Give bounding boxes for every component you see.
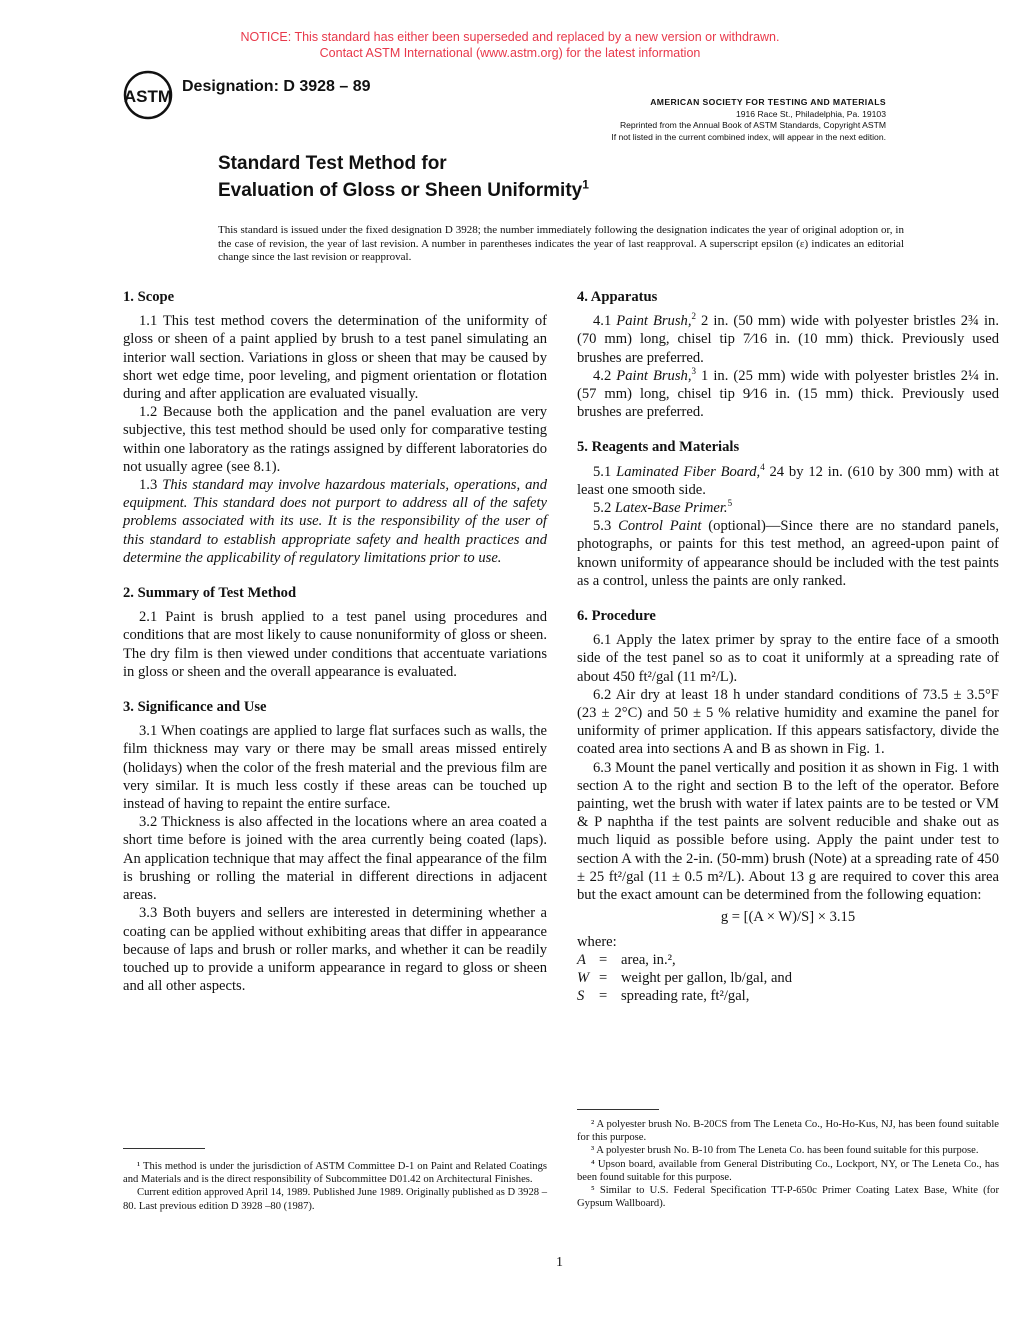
paragraph-number: 5.3 xyxy=(593,518,619,535)
variable-definitions xyxy=(577,951,999,1006)
variable-equals: = xyxy=(599,988,608,1005)
paragraph-text: 2 in. (50 mm) wide with polyester bristles 2¾ in. (70 mm) long, chisel tip 7⁄16 in. (10 mm) thick. Previously used brushes are preferred. xyxy=(577,313,999,366)
reprint-note-1: Reprinted from the Annual Book of ASTM Standards, Copyright ASTM xyxy=(619,120,886,130)
variable-definition: spreading rate, ft²/gal, xyxy=(621,988,750,1005)
variable-row xyxy=(577,951,999,969)
right-column xyxy=(577,288,999,1005)
paragraph-3-1: 3.1 When coatings are applied to large flat surfaces such as walls, the film thickness may vary or there may be small areas missed entirely (holidays) when the color of the fresh material and the previous film are very similar. It is much less costly if these areas can be touched up instead of having to repaint the entire surface. xyxy=(123,723,547,813)
footnote-divider-left xyxy=(123,1148,205,1149)
paragraph-2-1: 2.1 Paint is brush applied to a test panel using procedures and conditions that are most likely to cause nonuniformity of gloss or sheen. The dry film is then viewed under conditions that accentuate variations in gloss or sheen and the overall appearance is evaluated. xyxy=(123,609,547,680)
paragraph-5-3 xyxy=(577,517,999,590)
variable-definition: weight per gallon, lb/gal, and xyxy=(621,969,793,986)
variable-symbol: S xyxy=(577,988,585,1005)
paragraph-text: (optional)—Since there are no standard panels, photographs, or paints for this test method, an agreed-upon paint of known uniformity of appearance should be included with the test paints as a control, unless the paints are only ranked. xyxy=(577,518,1000,589)
society-block xyxy=(540,97,886,143)
astm-logo-svg xyxy=(120,70,176,120)
term: Control Paint xyxy=(618,518,702,535)
paragraph-6-3: 6.3 Mount the panel vertically and position it as shown in Fig. 1 with section A to the right and section B to the left of the operator. Before painting, wet the brush with water if latex paints are to be tested or VM & P naphtha if the test paints are solvent reducible and shake out as much liquid as possible before using. Apply the paint under test to section A with the 2-in. (50-mm) brush (Note) at a spreading rate of 450 ± 25 ft²/gal (11 ± 0.5 m²/L). About 13 g are required to cover this area but the exact amount can be determined from the following equation: xyxy=(577,759,999,904)
footnote-4: ⁴ Upson board, available from General Distributing Co., Lockport, NY, or The Leneta Co., has been found suitable for this purpose. xyxy=(577,1158,999,1183)
paragraph-1-2: 1.2 Because both the application and the panel evaluation are very subjective, this test method should be used only for comparative testing within one laboratory as the ratings assigned by different laboratories do not usually agree (see 8.1). xyxy=(123,404,547,475)
document-title xyxy=(218,150,589,204)
footnote-ref: 2 xyxy=(691,311,696,322)
paragraph-6-2: 6.2 Air dry at least 18 h under standard conditions of 73.5 ± 3.5°F (23 ± 2°C) and 50 ± 5 % relative humidity and examine the panel for uniformity of primer application. If this appears satisfactory, divide the coated area into sections A and B as shown in Fig. 1. xyxy=(577,686,999,758)
variable-definition: area, in.², xyxy=(621,951,676,968)
title-footnote-mark: 1 xyxy=(582,177,589,192)
paragraph-5-2 xyxy=(577,499,999,517)
title-line-1: Standard Test Method for xyxy=(218,153,447,174)
footnote-1: ¹ This method is under the jurisdiction of ASTM Committee D-1 on Paint and Related Coatings and Materials and is the direct responsibility of Subcommittee D01.42 on Architectural Finishes. xyxy=(123,1161,547,1186)
section-heading-scope: 1. Scope xyxy=(123,289,175,305)
designation: Designation: D 3928 – 89 xyxy=(182,78,371,95)
paragraph-1-3 xyxy=(123,476,547,567)
paragraph-number: 5.1 xyxy=(593,463,617,480)
footnote-ref: 3 xyxy=(691,365,696,376)
paragraph-4-2 xyxy=(577,367,999,422)
section-heading-significance: 3. Significance and Use xyxy=(123,699,267,716)
variable-equals: = xyxy=(599,969,608,986)
variable-row xyxy=(577,969,999,987)
notice-line-2: Contact ASTM International (www.astm.org) for the latest information xyxy=(319,46,701,60)
term: Latex-Base Primer. xyxy=(614,500,728,517)
section-heading-procedure: 6. Procedure xyxy=(577,608,656,625)
page-number: 1 xyxy=(556,1255,563,1270)
term: Paint Brush, xyxy=(616,313,692,330)
footnote-ref: 4 xyxy=(760,461,765,472)
issuance-note: This standard is issued under the fixed designation D 3928; the number immediately following the designation indicates the year of original adoption or, in the case of revision, the year of last revision. A number in parentheses indicates the year of last reapproval. A superscript epsilon (ε) indicates an editorial change since the last revision or reapproval. xyxy=(218,224,904,263)
reprint-note-2: If not listed in the current combined index, will appear in the next edition. xyxy=(611,131,886,142)
variable-equals: = xyxy=(599,951,608,968)
notice-line-1: NOTICE: This standard has either been superseded and replaced by a new version or withdrawn. xyxy=(240,30,780,44)
left-column xyxy=(123,288,547,995)
paragraph-number: 4.2 xyxy=(593,367,617,384)
safety-caveat: This standard may involve hazardous materials, operations, and equipment. This standard does not purport to address all of the safety problems associated with its use. It is the responsibility of the user of this standard to establish appropriate safety and health practices and determine the applicability of regulatory limitations prior to use. xyxy=(123,477,547,566)
paragraph-5-1 xyxy=(577,463,999,499)
withdrawal-notice xyxy=(0,29,1020,61)
footnote-1-edition: Current edition approved April 14, 1989. Published June 1989. Originally published as D 3928 – 80. Last previous edition D 3928 –80 (1987). xyxy=(123,1187,547,1212)
variable-row xyxy=(577,987,999,1005)
footnote-2: ² A polyester brush No. B-20CS from The Leneta Co., Ho-Ho-Kus, NJ, has been found suitable for this purpose. xyxy=(577,1119,999,1144)
paragraph-text: 1 in. (25 mm) wide with polyester bristles 2¼ in. (57 mm) long, chisel tip 9⁄16 in. (15 mm) thick. Previously used brushes are preferred. xyxy=(577,367,999,421)
title-line-2 xyxy=(218,177,589,204)
svg-text:ASTM: ASTM xyxy=(123,87,173,106)
paragraph-4-1 xyxy=(577,312,999,367)
section-heading-apparatus: 4. Apparatus xyxy=(577,289,658,305)
variable-symbol: W xyxy=(577,969,590,986)
footnote-5: ⁵ Similar to U.S. Federal Specification TT-P-650c Primer Coating Latex Base, White (for Gypsum Wallboard). xyxy=(577,1185,999,1210)
society-address: 1916 Race St., Philadelphia, Pa. 19103 xyxy=(735,108,886,119)
paragraph-number: 4.1 xyxy=(593,313,617,330)
paragraph-number: 1.3 xyxy=(139,477,163,494)
footnotes-left xyxy=(123,1160,547,1213)
where-label: where: xyxy=(577,933,617,950)
title-text: Evaluation of Gloss or Sheen Uniformity xyxy=(218,180,583,201)
paragraph-text: 24 by 12 in. (610 by 300 mm) with at least one smooth side. xyxy=(577,463,1000,498)
term: Paint Brush, xyxy=(616,367,692,384)
section-heading-reagents: 5. Reagents and Materials xyxy=(577,439,740,456)
paragraph-6-1: 6.1 Apply the latex primer by spray to the entire face of a smooth side of the test panel so as to coat it uniformly at a spreading rate of about 450 ft²/gal (11 m²/L). xyxy=(577,632,999,685)
term: Laminated Fiber Board, xyxy=(616,463,761,480)
society-name: AMERICAN SOCIETY FOR TESTING AND MATERIALS xyxy=(650,97,886,107)
astm-logo-icon xyxy=(120,70,176,120)
spreading-equation: g = [(A × W)/S] × 3.15 xyxy=(720,909,856,926)
paragraph-3-2: 3.2 Thickness is also affected in the locations where an area coated a short time before is joined with the area currently being coated (laps). An application technique that may affect the final appearance of the film is brushing or rolling the material in different directions in adjacent areas. xyxy=(123,814,547,904)
footnote-3: ³ A polyester brush No. B-10 from The Leneta Co. has been found suitable for this purpose. xyxy=(591,1145,979,1157)
footnotes-right xyxy=(577,1118,999,1210)
variable-symbol: A xyxy=(577,951,586,968)
footnote-ref: 5 xyxy=(727,498,733,509)
paragraph-3-3: 3.3 Both buyers and sellers are interested in determining whether a coating can be applied without exhibiting areas that differ in appearance because of laps and brush or roller marks, and whether it can be readily touched up to provide a uniform appearance in regard to gloss or sheen and all other aspects. xyxy=(123,905,547,995)
paragraph-1-1: 1.1 This test method covers the determination of the uniformity of gloss or sheen of a paint applied by brush to a test panel simulating an interior wall section. Variations in gloss or sheen that may be caused by short wet edge time, poor leveling, and pigment orientation or flotation during and after application are evaluated visually. xyxy=(123,313,547,403)
paragraph-number: 5.2 xyxy=(593,500,615,517)
footnote-divider-right xyxy=(577,1109,659,1110)
section-heading-summary: 2. Summary of Test Method xyxy=(123,585,297,602)
